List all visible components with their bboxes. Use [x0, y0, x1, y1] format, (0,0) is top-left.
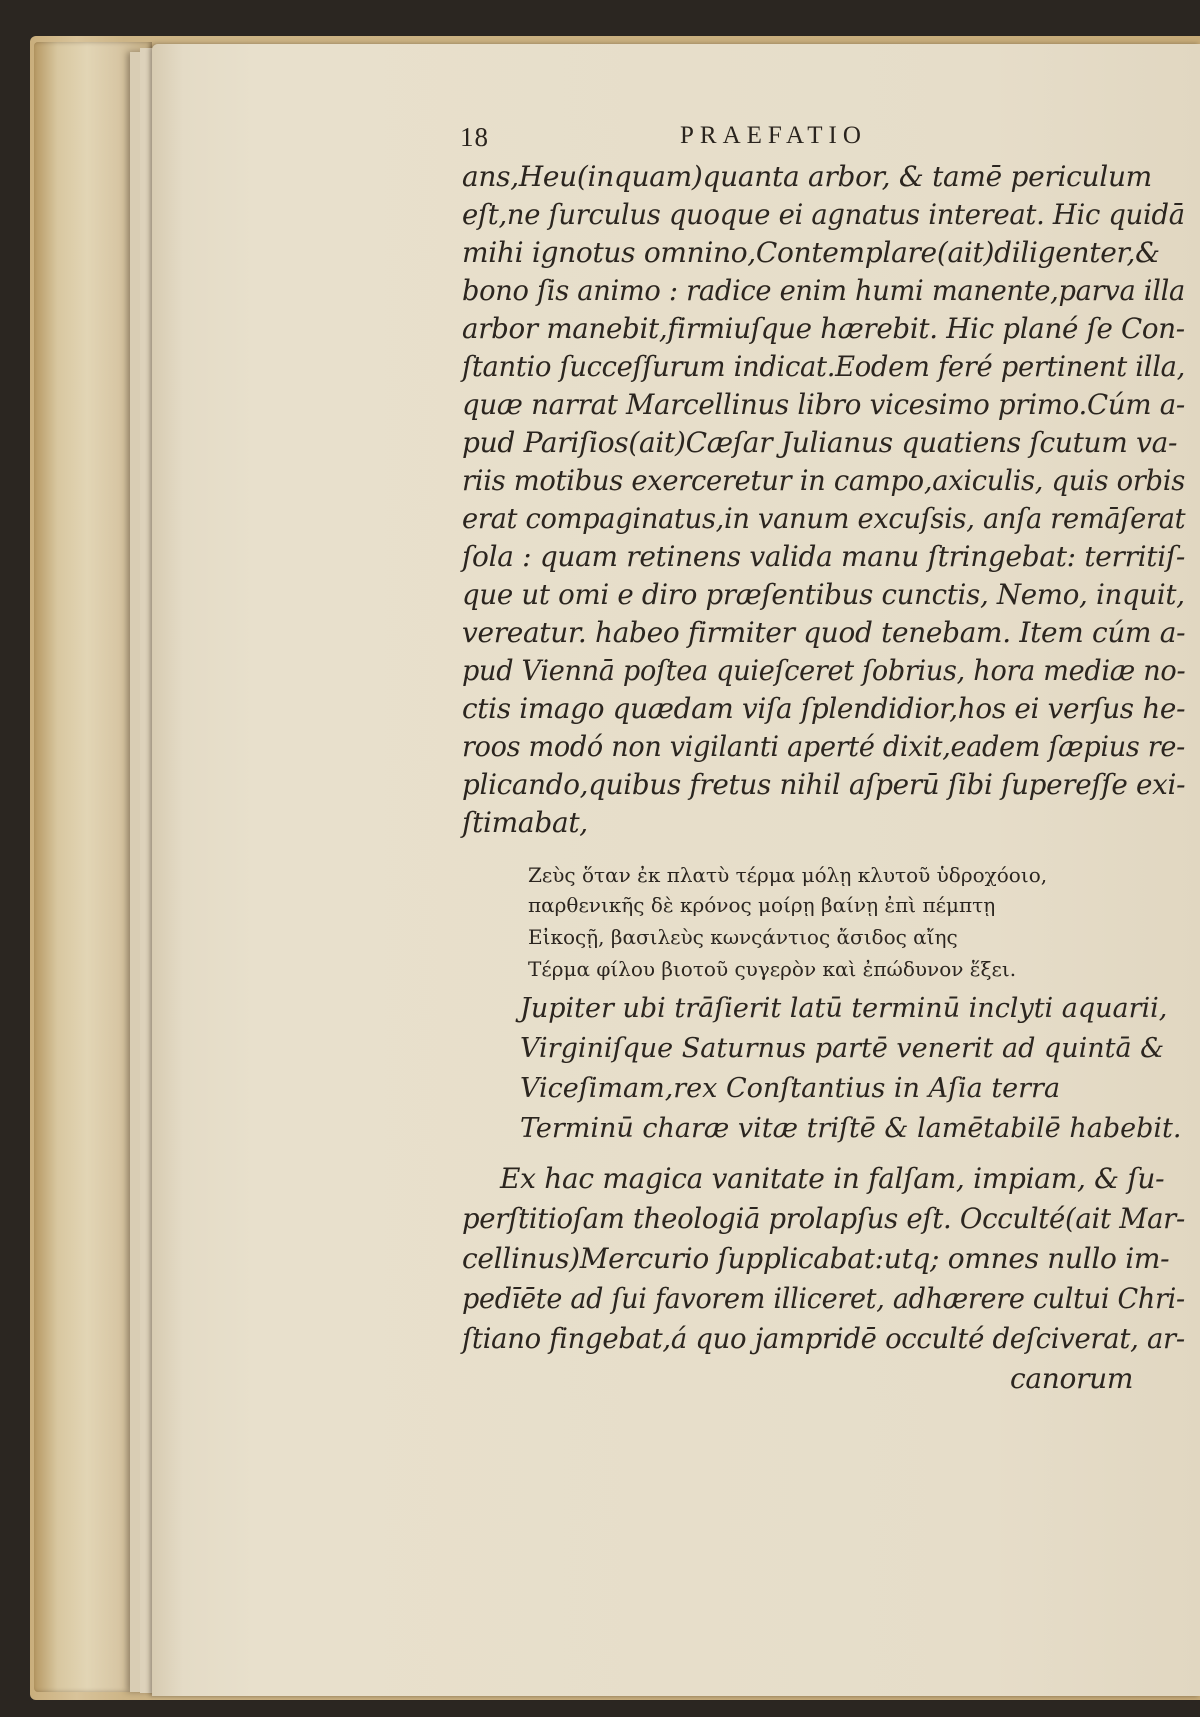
body-line: erat compaginatus,in vanum excuſsis, anſa remāſerat [462, 502, 1186, 535]
body-line: ſola : quam retinens valida manu ſtringebat: territiſ- [462, 540, 1186, 573]
verse-line: Virginiſque Saturnus partē venerit ad quintā & [520, 1033, 1165, 1064]
greek-line: Ζεὺς ὅταν ἐκ πλατὺ τέρμα μόλῃ κλυτοῦ ὑδροχόοιο, [528, 863, 1048, 887]
verse-line: Viceſimam,rex Conſtantius in Aſia terra [520, 1073, 1061, 1104]
body-line: ſtantio ſucceſſurum indicat.Eodem feré pertinent illa, [462, 350, 1186, 383]
body-line: perſtitioſam theologiā prolapſus eſt. Occulté(ait Mar- [462, 1202, 1186, 1235]
page-number: 18 [460, 122, 489, 152]
verse-line: Jupiter ubi trāſierit latū terminū inclyti aquarii, [520, 993, 1168, 1024]
body-line: vereatur. habeo firmiter quod tenebam. Item cúm a- [462, 616, 1186, 649]
greek-line: Τέρμα φίλου βιοτοῦ ςυγερὸν καὶ ἐπώδυνον ἕξει. [528, 957, 1017, 981]
verse-line: Terminū charæ vitæ triſtē & lamētabilē habebit. [520, 1113, 1182, 1144]
body-line: riis motibus exerceretur in campo,axiculis, quis orbis [462, 464, 1185, 497]
body-line: arbor manebit,firmiuſque hærebit. Hic plané ſe Con- [462, 312, 1185, 345]
body-line: mihi ignotus omnino,Contemplare(ait)diligenter,& [462, 236, 1160, 269]
running-head [460, 122, 1060, 152]
body-line: plicando,quibus fretus nihil aſperū ſibi ſupereſſe exi- [462, 768, 1186, 801]
greek-line: Εἰκοςῇ, βασιλεὺς κωνςάντιος ἄσιδος αἴης [528, 925, 958, 949]
body-line: bono ſis animo : radice enim humi manente,parva illa [462, 274, 1185, 307]
body-line: pedīēte ad ſui favorem illiceret, adhærere cultui Chri- [462, 1282, 1185, 1315]
body-line: ans,Heu(inquam)quanta arbor, & tamē periculum [462, 160, 1152, 193]
body-line: que ut omi e diro præſentibus cunctis, Nemo, inquit, [462, 578, 1185, 611]
body-line: ctis imago quædam viſa ſplendidior,hos ei verſus he- [462, 692, 1186, 725]
body-line: Ex hac magica vanitate in falſam, impiam, & ſu- [500, 1162, 1165, 1195]
body-line: pud Pariſios(ait)Cæſar Julianus quatiens ſcutum va- [462, 426, 1178, 459]
body-line: ſtimabat, [462, 806, 588, 839]
running-title: PRAEFATIO [680, 122, 867, 149]
body-line: quæ narrat Marcellinus libro vicesimo primo.Cúm a- [462, 388, 1185, 421]
greek-line: παρθενικῆς δὲ κρόνος μοίρῃ βαίνῃ ἐπὶ πέμπτῃ [528, 893, 996, 917]
catchword: canorum [1010, 1362, 1134, 1395]
body-line: ſtiano fingebat,á quo jampridē occulté deſciverat, ar- [462, 1322, 1185, 1355]
body-line: roos modó non vigilanti aperté dixit,eadem ſæpius re- [462, 730, 1185, 763]
body-line: eſt,ne ſurculus quoque ei agnatus intereat. Hic quidā [462, 198, 1185, 231]
body-line: pud Viennā poſtea quieſceret ſobrius, hora mediæ no- [462, 654, 1186, 687]
body-line: cellinus)Mercurio ſupplicabat:utq; omnes nullo im- [462, 1242, 1170, 1275]
